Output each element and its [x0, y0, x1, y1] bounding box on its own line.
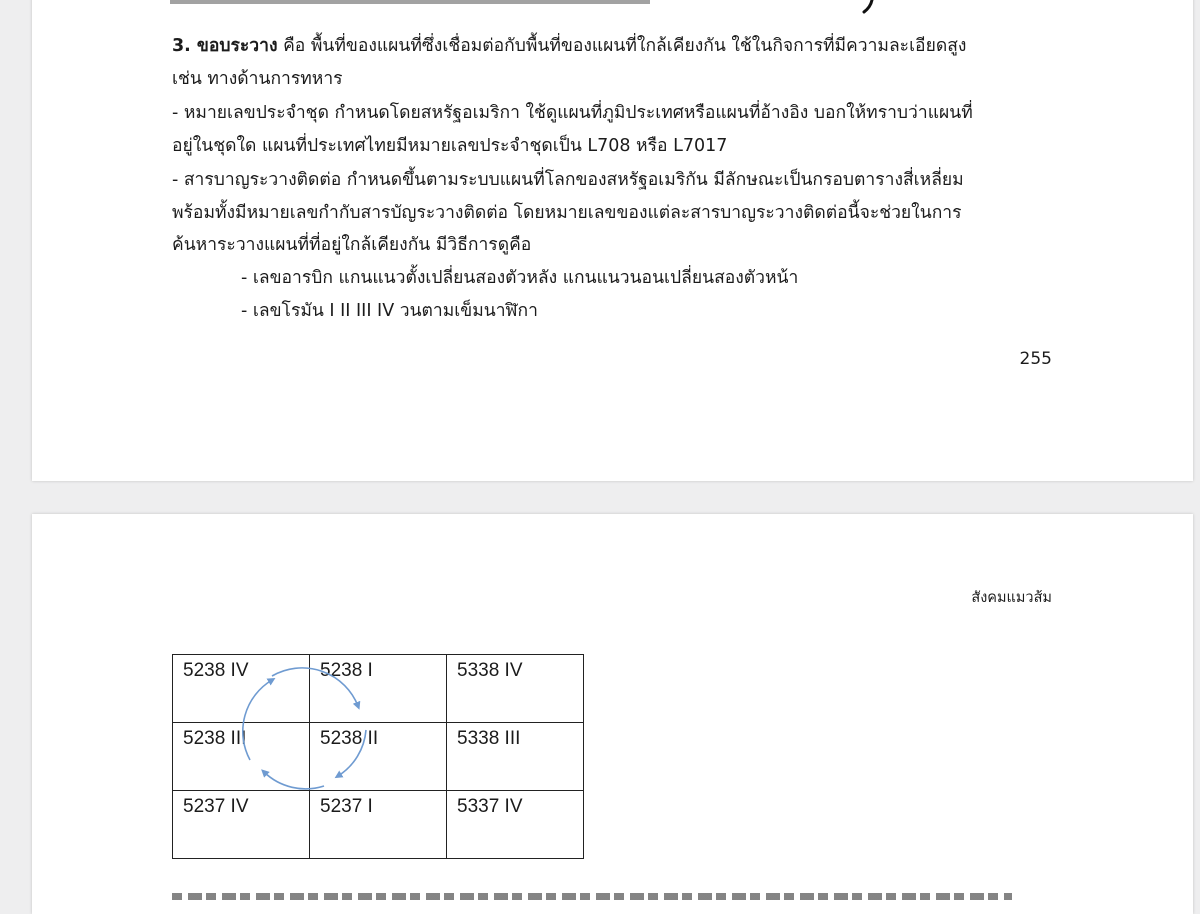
grid-cell: 5237 IV — [173, 791, 310, 859]
section-3-line-3: - หมายเลขประจำชุด กำหนดโดยสหรัฐอเมริกา ใช้ดูแผนที่ภูมิประเทศหรือแผนที่อ้างอิง บอกให้ทราบว่าแผนที่ — [172, 103, 973, 123]
section-3-line-6: พร้อมทั้งมีหมายเลขกำกับสารบัญระวางติดต่อ โดยหมายเลขของแต่ละสารบาญระวางติดต่อนี้จะช่วยในการ — [172, 203, 962, 223]
grid-cell: 5338 IV — [447, 655, 584, 723]
bullet-arabic-numerals: - เลขอารบิก แกนแนวตั้งเปลี่ยนสองตัวหลัง แกนแนวนอนเปลี่ยนสองตัวหน้า — [241, 268, 799, 288]
page-number: 255 — [1019, 349, 1052, 369]
cropped-text-line — [170, 0, 650, 6]
grid-row — [173, 791, 584, 859]
grid-cell: 5238 II — [310, 723, 447, 791]
bullet-roman-numerals: - เลขโรมัน I II III IV วนตามเข็มนาฬิกา — [241, 301, 538, 321]
grid-cell: 5337 IV — [447, 791, 584, 859]
cropped-text-line — [172, 893, 1012, 900]
section-3-line-2: เช่น ทางด้านการทหาร — [172, 69, 343, 89]
grid-cell: 5238 III — [173, 723, 310, 791]
section-3-heading: 3. ขอบระวาง — [172, 36, 278, 56]
grid-cell: 5338 III — [447, 723, 584, 791]
section-3-line-4: อยู่ในชุดใด แผนที่ประเทศไทยมีหมายเลขประจำชุดเป็น L708 หรือ L7017 — [172, 136, 728, 156]
section-3-line-7: ค้นหาระวางแผนที่ที่อยู่ใกล้เคียงกัน มีวิธีการดูคือ — [172, 235, 532, 255]
grid-row — [173, 723, 584, 791]
clockwise-cycle-arrow-icon — [236, 664, 376, 794]
grid-cell: 5237 I — [310, 791, 447, 859]
author-credit: สังคมแมวส้ม — [971, 590, 1052, 606]
section-3-line-1: 3. ขอบระวาง คือ พื้นที่ของแผนที่ซึ่งเชื่อมต่อกับพื้นที่ของแผนที่ใกล้เคียงกัน ใช้ในกิจการที่มีความละเอียดสูง — [172, 36, 967, 56]
adjoining-sheets-index-grid — [172, 654, 584, 859]
grid-cell: 5238 IV — [173, 655, 310, 723]
cropped-handwritten-stroke — [858, 0, 878, 14]
section-3-line-5: - สารบาญระวางติดต่อ กำหนดขึ้นตามระบบแผนที่โลกของสหรัฐอเมริกัน มีลักษณะเป็นกรอบตารางสี่เหลี่ยม — [172, 170, 964, 190]
grid-cell: 5238 I — [310, 655, 447, 723]
grid-row — [173, 655, 584, 723]
